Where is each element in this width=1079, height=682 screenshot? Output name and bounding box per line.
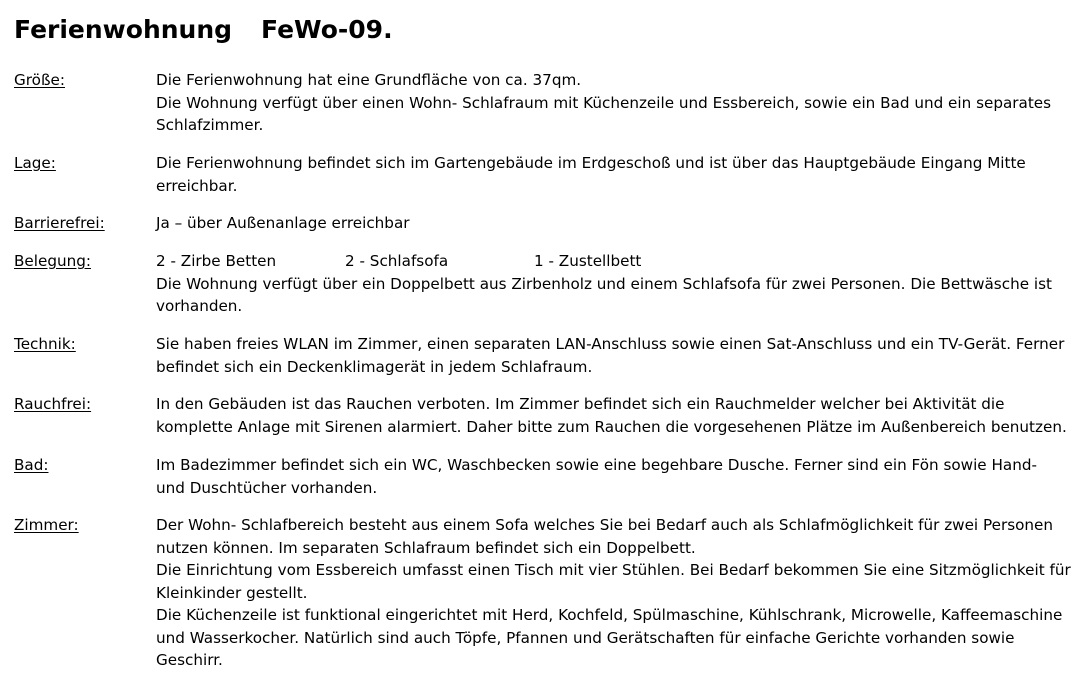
- title-code: FeWo-09.: [261, 15, 393, 44]
- label-belegung: Belegung:: [14, 252, 91, 270]
- text-line: Die Ferienwohnung befindet sich im Gartengebäude im Erdgeschoß und ist über das Hauptgebäude Eingang Mitte: [156, 154, 1026, 172]
- text-line: Im Badezimmer befindet sich ein WC, Waschbecken sowie eine begehbare Dusche. Ferner sind ein Fön sowie Hand-: [156, 456, 1037, 474]
- text-line: Die Einrichtung vom Essbereich umfasst einen Tisch mit vier Stühlen. Bei Bedarf bekommen Sie eine Sitzmöglichkeit für: [156, 561, 1071, 579]
- label-rauchfrei: Rauchfrei:: [14, 395, 92, 413]
- text-line: Ja – über Außenanlage erreichbar: [156, 214, 410, 232]
- content-lage: [156, 152, 1068, 197]
- label-zimmer: Zimmer:: [14, 516, 79, 534]
- text-line: vorhanden.: [156, 297, 243, 315]
- text-line: Die Wohnung verfügt über einen Wohn- Schlafraum mit Küchenzeile und Essbereich, sowie ein Bad und ein separates: [156, 93, 1052, 112]
- label-bad: Bad:: [14, 456, 49, 474]
- content-zimmer: [156, 514, 1071, 672]
- text-line: komplette Anlage mit Sirenen alarmiert. Daher bitte zum Rauchen die vorgesehenen Plätze im Außenbereich benutzen.: [156, 417, 1067, 436]
- content-groesse: [156, 69, 1068, 137]
- content-barrierefrei: [156, 212, 1068, 235]
- label-groesse: Größe:: [14, 71, 65, 89]
- text-line: Geschirr.: [156, 651, 223, 669]
- text-line: und Duschtücher vorhanden.: [156, 478, 378, 497]
- text-line: befindet sich ein Deckenklimagerät in jedem Schlafraum.: [156, 357, 593, 376]
- text-line: Die Küchenzeile ist funktional eingerichtet mit Herd, Kochfeld, Spülmaschine, Kühlschrank, Microwelle, Kaffeemaschine: [156, 606, 1063, 624]
- title-name: Ferienwohnung: [14, 15, 233, 44]
- label-lage: Lage:: [14, 154, 56, 172]
- content-technik: [156, 333, 1068, 378]
- content-belegung: [156, 250, 1068, 318]
- text-line: Sie haben freies WLAN im Zimmer, einen separaten LAN-Anschluss sowie einen Sat-Anschluss und ein TV-Gerät. Ferner: [156, 335, 1065, 353]
- text-line: Der Wohn- Schlafbereich besteht aus einem Sofa welches Sie bei Bedarf auch als Schlafmöglichkeit für zwei Personen: [156, 516, 1053, 534]
- text-line: Schlafzimmer.: [156, 116, 264, 134]
- text-line: Die Wohnung verfügt über ein Doppelbett aus Zirbenholz und einem Schlafsofa für zwei Personen. Die Bettwäsche ist: [156, 274, 1052, 293]
- beds-line: [156, 250, 1068, 273]
- text-line: und Wasserkocher. Natürlich sind auch Töpfe, Pfannen und Gerätschaften für einfache Gerichte vorhanden sowie: [156, 628, 1015, 647]
- label-technik: Technik:: [14, 335, 76, 353]
- text-line: Die Ferienwohnung hat eine Grundfläche von ca. 37qm.: [156, 71, 582, 89]
- text-line: erreichbar.: [156, 176, 238, 195]
- bed-item: 2 - Zirbe Betten: [156, 252, 277, 270]
- content-bad: [156, 454, 1068, 499]
- content-rauchfrei: [156, 393, 1068, 438]
- text-line: nutzen können. Im separaten Schlafraum befindet sich ein Doppelbett.: [156, 538, 696, 557]
- bed-item: 1 - Zustellbett: [534, 252, 642, 270]
- text-line: In den Gebäuden ist das Rauchen verboten. Im Zimmer befindet sich ein Rauchmelder welcher bei Aktivität die: [156, 395, 1005, 413]
- label-barrierefrei: Barrierefrei:: [14, 214, 105, 232]
- page-title: [14, 13, 393, 47]
- text-line: Kleinkinder gestellt.: [156, 583, 308, 602]
- bed-item: 2 - Schlafsofa: [345, 252, 449, 270]
